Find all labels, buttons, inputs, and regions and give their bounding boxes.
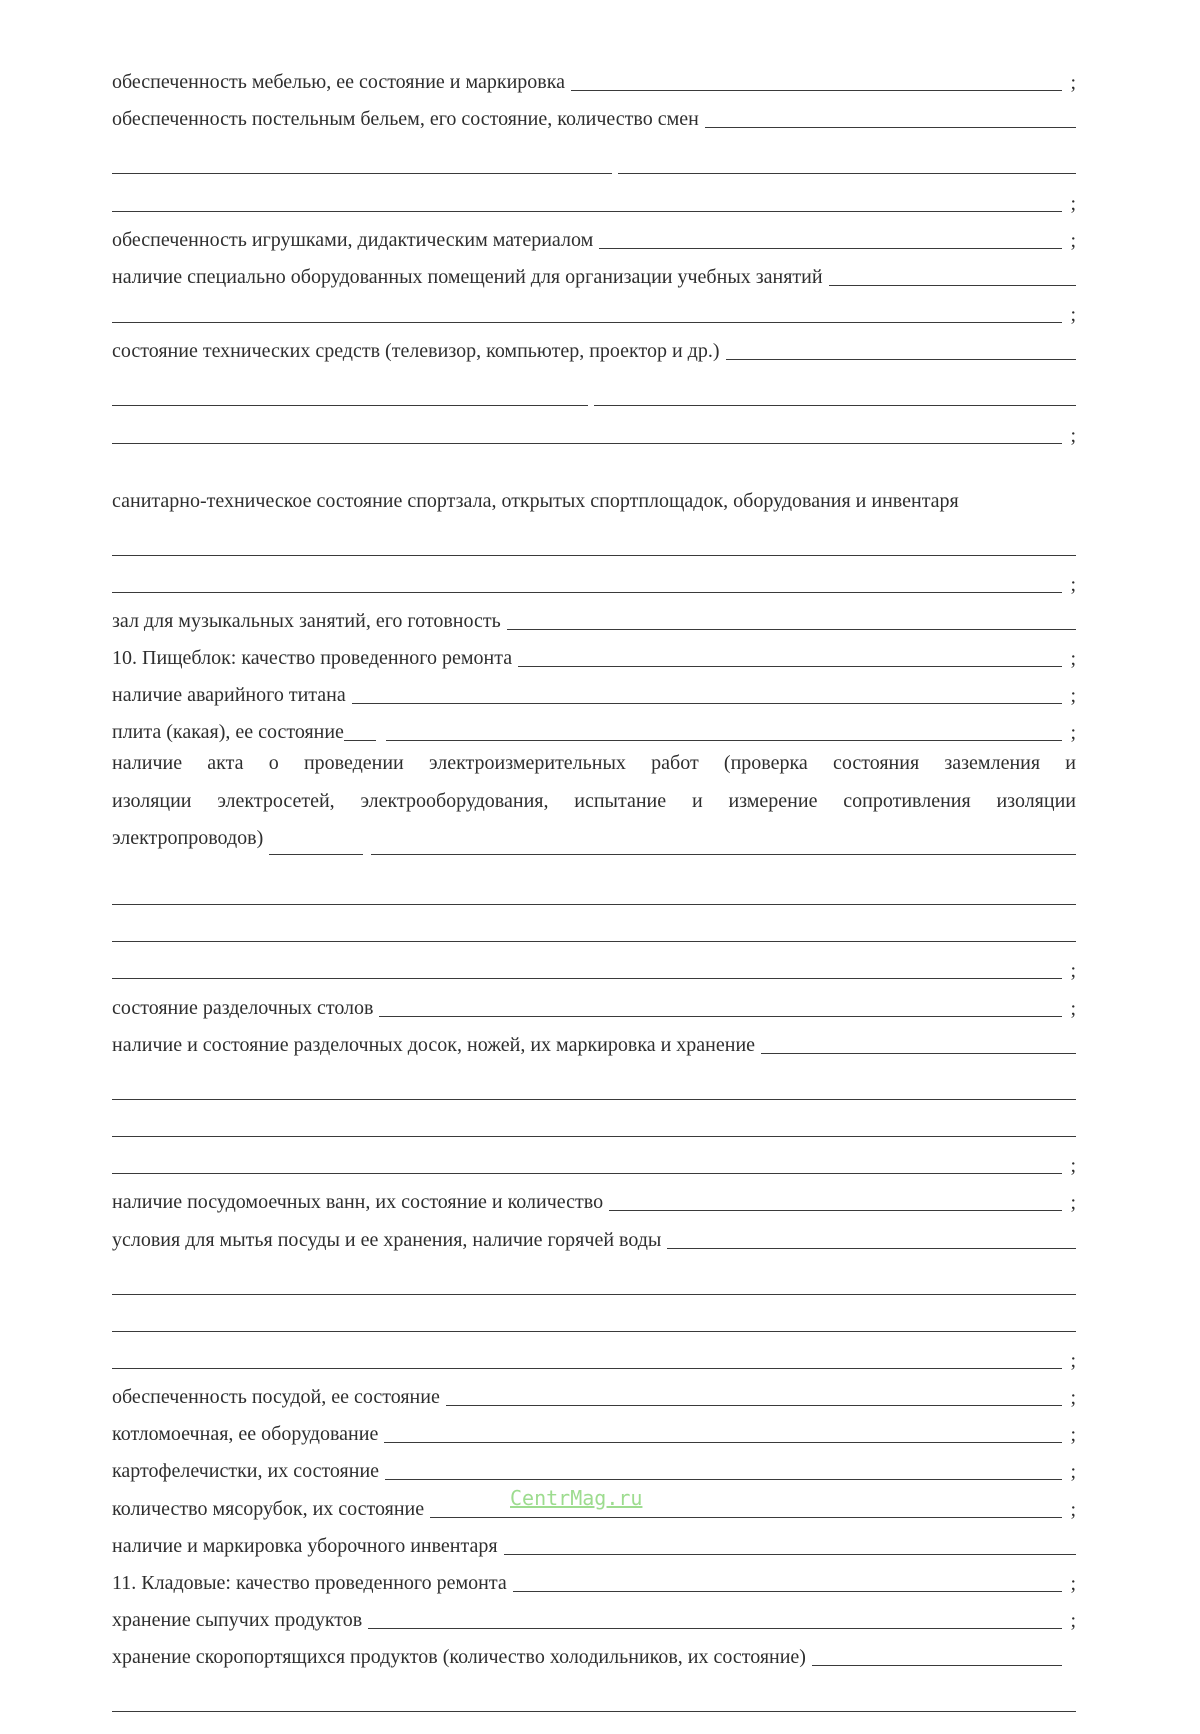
- field-label: наличие и состояние разделочных досок, ножей, их маркировка и хранение: [112, 1033, 756, 1056]
- semicolon: ;: [1070, 997, 1076, 1020]
- field-label: обеспеченность мебелью, ее состояние и маркировка: [112, 71, 566, 94]
- fill-in-line[interactable]: [112, 978, 1062, 979]
- fill-in-line[interactable]: [829, 285, 1076, 286]
- fill-in-line[interactable]: [368, 1628, 1062, 1629]
- form-row-music-hall: [112, 597, 1076, 634]
- fill-in-line[interactable]: [112, 322, 1062, 323]
- field-label-line: наличие акта о проведении электроизмерительных работ (проверка состояния заземления и: [112, 752, 1076, 775]
- form-row-boards-knives: [112, 1021, 1076, 1058]
- field-label: наличие аварийного титана: [112, 684, 346, 707]
- field-label: наличие посудомоечных ванн, их состояние и количество: [112, 1191, 604, 1214]
- semicolon: ;: [1070, 229, 1076, 252]
- form-row-dishes: [112, 1373, 1076, 1410]
- field-label: картофелечистки, их состояние: [112, 1460, 380, 1483]
- form-row-cutting-tables: [112, 983, 1076, 1020]
- semicolon: ;: [1070, 960, 1076, 983]
- semicolon: ;: [1070, 685, 1076, 708]
- form-row-blank: [112, 1141, 1076, 1178]
- form-row-blank: [112, 909, 1076, 946]
- fill-in-line[interactable]: [812, 1665, 1062, 1666]
- field-label: электропроводов): [112, 826, 264, 849]
- field-label: котломоечная, ее оборудование: [112, 1423, 379, 1446]
- semicolon: ;: [1070, 72, 1076, 95]
- fill-in-line[interactable]: [386, 740, 1062, 741]
- field-label-line: изоляции электросетей, электрооборудования, испытание и измерение сопротивления изоляции: [112, 789, 1076, 812]
- fill-in-line[interactable]: [371, 854, 1076, 855]
- fill-in-line[interactable]: [112, 405, 588, 406]
- fill-in-line[interactable]: [599, 248, 1062, 249]
- form-row-peelers: [112, 1447, 1076, 1484]
- form-row-blank: [112, 1253, 1076, 1299]
- section-label: 11. Кладовые: качество проведенного ремонта: [112, 1572, 507, 1595]
- form-row-bedding: [112, 95, 1076, 132]
- fill-in-line[interactable]: [430, 1517, 1062, 1518]
- field-label: наличие и маркировка уборочного инвентаря: [112, 1534, 498, 1557]
- fill-in-line[interactable]: [446, 1405, 1062, 1406]
- field-label: состояние технических средств (телевизор, компьютер, проектор и др.): [112, 340, 720, 363]
- fill-in-line[interactable]: [112, 1294, 1076, 1295]
- fill-in-line[interactable]: [609, 1210, 1062, 1211]
- form-row-furniture: [112, 58, 1076, 95]
- semicolon: ;: [1070, 1192, 1076, 1215]
- form-row-blank: [112, 132, 1076, 178]
- fill-in-line[interactable]: [705, 127, 1076, 128]
- field-label: хранение сыпучих продуктов: [112, 1609, 363, 1632]
- form-row-blank: [112, 1336, 1076, 1373]
- form-row-storage: [112, 1559, 1076, 1596]
- fill-in-line[interactable]: [112, 941, 1076, 942]
- fill-in-line[interactable]: [504, 1554, 1076, 1555]
- fill-in-line[interactable]: [379, 1016, 1062, 1017]
- form-row-blank: [112, 1058, 1076, 1104]
- field-label: условия для мытья посуды и ее хранения, наличие горячей воды: [112, 1228, 662, 1251]
- fill-in-line[interactable]: [112, 592, 1062, 593]
- form-row-blank: [112, 514, 1076, 560]
- semicolon: ;: [1070, 1610, 1076, 1633]
- semicolon: ;: [1070, 1387, 1076, 1410]
- form-row-perishables: [112, 1633, 1076, 1670]
- field-label: состояние разделочных столов: [112, 996, 374, 1019]
- fill-in-line[interactable]: [571, 90, 1062, 91]
- semicolon: ;: [1070, 1573, 1076, 1596]
- fill-in-line[interactable]: [112, 1368, 1062, 1369]
- form-row-dish-washing: [112, 1215, 1076, 1252]
- fill-in-line[interactable]: [594, 405, 1076, 406]
- form-row-boiler: [112, 671, 1076, 708]
- semicolon: ;: [1070, 1349, 1076, 1372]
- semicolon: ;: [1070, 1424, 1076, 1447]
- form-row-dish-baths: [112, 1178, 1076, 1215]
- form-row-blank: [112, 364, 1076, 410]
- form-row-blank: [112, 560, 1076, 597]
- form-row-classrooms: [112, 253, 1076, 290]
- semicolon: ;: [1070, 424, 1076, 447]
- fill-in-line[interactable]: [112, 1099, 1076, 1100]
- form-row-pot-washing: [112, 1410, 1076, 1447]
- semicolon: ;: [1070, 192, 1076, 215]
- field-label: обеспеченность постельным бельем, его состояние, количество смен: [112, 108, 699, 131]
- fill-in-line[interactable]: [344, 740, 376, 741]
- form-row-blank: [112, 1104, 1076, 1141]
- form-row-stove: [112, 708, 1076, 745]
- fill-in-line[interactable]: [112, 1136, 1076, 1137]
- fill-in-line[interactable]: [518, 666, 1062, 667]
- fill-in-line[interactable]: [761, 1053, 1076, 1054]
- fill-in-line[interactable]: [507, 629, 1076, 630]
- fill-in-line[interactable]: [352, 703, 1062, 704]
- field-label: хранение скоропортящихся продуктов (количество холодильников, их состояние): [112, 1646, 806, 1669]
- semicolon: ;: [1070, 1498, 1076, 1521]
- fill-in-line[interactable]: [112, 904, 1076, 905]
- semicolon: ;: [1070, 1155, 1076, 1178]
- fill-in-line[interactable]: [112, 211, 1062, 212]
- form-row-dry-goods: [112, 1596, 1076, 1633]
- semicolon: ;: [1070, 722, 1076, 745]
- form-row-sports: [112, 466, 1076, 514]
- fill-in-line[interactable]: [618, 173, 1076, 174]
- semicolon: ;: [1070, 648, 1076, 671]
- form-row-blank: [112, 410, 1076, 447]
- form-row-blank: [112, 1299, 1076, 1336]
- semicolon: ;: [1070, 1461, 1076, 1484]
- field-label: зал для музыкальных занятий, его готовность: [112, 609, 501, 632]
- form-row-toys: [112, 216, 1076, 253]
- field-label: обеспеченность посудой, ее состояние: [112, 1386, 440, 1409]
- field-label-line-last: [112, 820, 1076, 863]
- field-label: плита (какая), ее состояние: [112, 721, 344, 744]
- field-label: обеспеченность игрушками, дидактическим материалом: [112, 228, 594, 251]
- fill-in-line[interactable]: [269, 854, 363, 855]
- fill-in-line[interactable]: [112, 1331, 1076, 1332]
- field-label: наличие специально оборудованных помещений для организации учебных занятий: [112, 265, 823, 288]
- field-label: количество мясорубок, их состояние: [112, 1497, 425, 1520]
- fill-in-line[interactable]: [112, 1173, 1062, 1174]
- fill-in-line[interactable]: [112, 173, 612, 174]
- fill-in-line[interactable]: [112, 555, 1076, 556]
- fill-in-line[interactable]: [513, 1591, 1062, 1592]
- form-row-blank: [112, 290, 1076, 327]
- semicolon: ;: [1070, 573, 1076, 596]
- field-label: санитарно-техническое состояние спортзала, открытых спортплощадок, оборудования и инвентаря: [112, 489, 959, 512]
- form-row-blank: [112, 863, 1076, 909]
- form-row-blank: [112, 946, 1076, 983]
- form-row-food-block: [112, 634, 1076, 671]
- fill-in-line[interactable]: [112, 1711, 1076, 1712]
- section-label: 10. Пищеблок: качество проведенного ремонта: [112, 647, 513, 670]
- fill-in-line[interactable]: [385, 1479, 1062, 1480]
- form-row-blank: [112, 178, 1076, 215]
- fill-in-line[interactable]: [112, 443, 1062, 444]
- fill-in-line[interactable]: [384, 1442, 1062, 1443]
- form-row-tech: [112, 327, 1076, 364]
- form-row-blank: [112, 1670, 1076, 1716]
- form-row-cleaning-inventory: [112, 1522, 1076, 1559]
- semicolon: ;: [1070, 304, 1076, 327]
- fill-in-line[interactable]: [667, 1248, 1076, 1249]
- fill-in-line[interactable]: [726, 359, 1077, 360]
- watermark-text: CentrMag.ru: [510, 1486, 643, 1510]
- electrical-act-paragraph: [112, 745, 1076, 863]
